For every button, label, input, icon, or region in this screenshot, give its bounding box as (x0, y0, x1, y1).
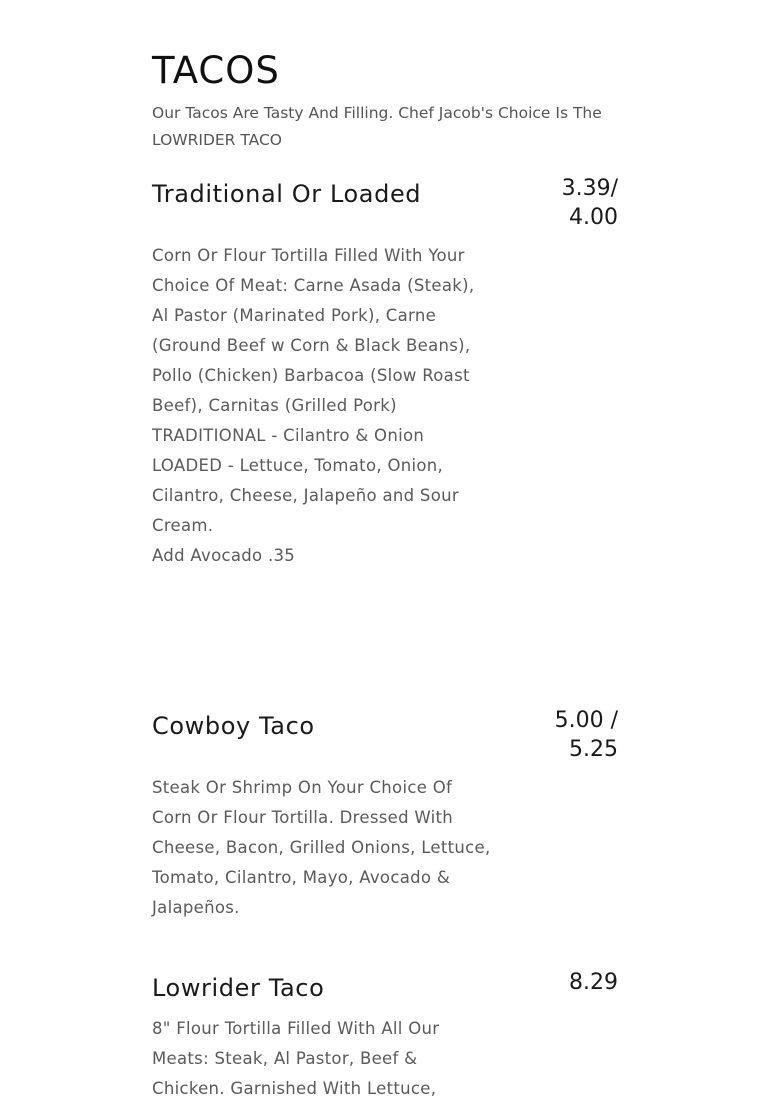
section-subtitle: Our Tacos Are Tasty And Filling. Chef Jacob's Choice Is The LOWRIDER TACO (152, 104, 602, 149)
menu-item-description: 8" Flour Tortilla Filled With All Our Meats: Steak, Al Pastor, Beef & Chicken. Garnished With Lettuce, (152, 1019, 440, 1098)
menu-item-name: Traditional Or Loaded (152, 180, 422, 208)
menu-item-name: Lowrider Taco (152, 974, 325, 1002)
menu-item-description: Steak Or Shrimp On Your Choice Of Corn Or Flour Tortilla. Dressed With Cheese, Bacon, Grilled Onions, Lettuce, Tomato, Cilantro, Mayo, Avocado & Jalapeños. (152, 778, 491, 917)
menu-item-price: 8.29 (569, 970, 618, 995)
menu-item-price: 3.39/ 4.00 (561, 176, 618, 230)
section-title: TACOS (152, 49, 280, 92)
menu-item-price: 5.00 / 5.25 (554, 708, 618, 762)
menu-item-name: Cowboy Taco (152, 712, 315, 740)
menu-item-description: Corn Or Flour Tortilla Filled With Your Choice Of Meat: Carne Asada (Steak), Al Pastor (Marinated Pork), Carne (Ground Beef w Corn & Black Beans), Pollo (Chicken) Barbacoa (Slow Roast Beef), Carnitas (Grilled Pork) TRADITIONAL - Cilantro & Onion LOADED - Lettuce, Tomato, Onion, Cilantro, Cheese, Jalapeño and Sour Cream. Add Avocado .35 (152, 246, 475, 565)
